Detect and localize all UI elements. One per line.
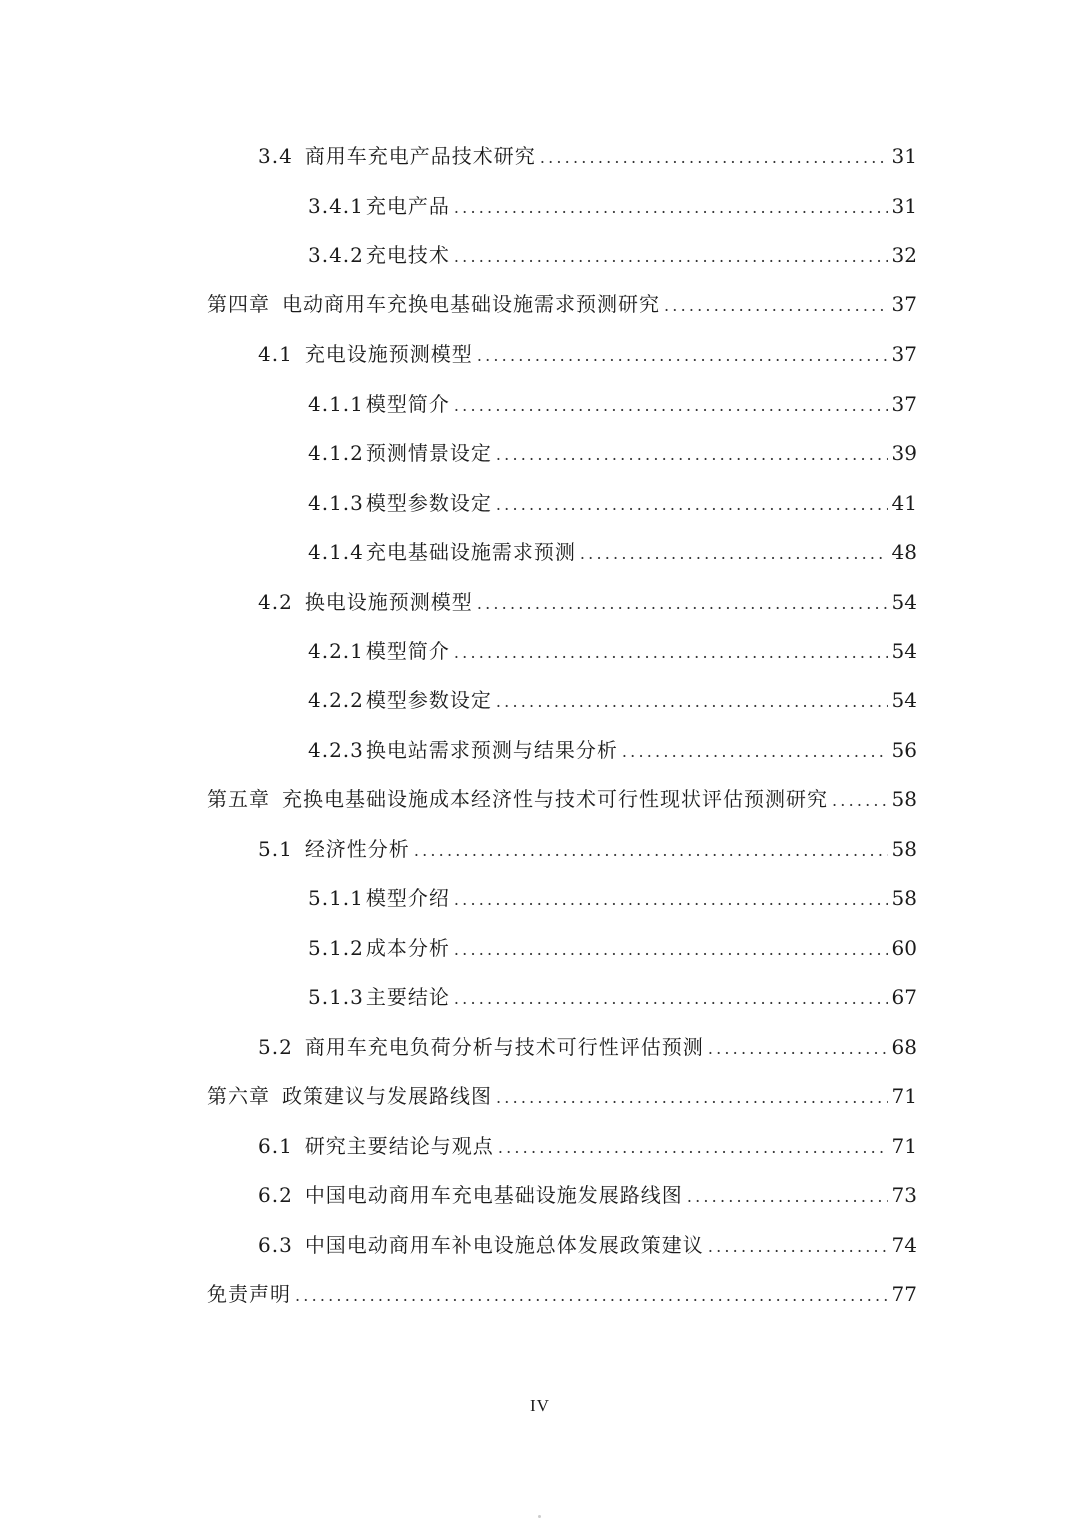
toc-entry-page: 56: [891, 738, 917, 762]
toc-entry-number: 5.1.3: [308, 985, 364, 1009]
toc-entry-number: 3.4.1: [308, 194, 364, 218]
toc-entry-page: 67: [891, 985, 917, 1009]
toc-entry-6-3[interactable]: [258, 1230, 917, 1260]
dot-leader: [708, 1034, 888, 1064]
toc-entry-number: 6.1: [258, 1134, 293, 1158]
toc-entry-number: 3.4.2: [308, 243, 364, 267]
toc-entry-number: 5.1.1: [308, 886, 364, 910]
dot-leader: [454, 935, 888, 965]
dot-leader: [454, 242, 888, 272]
toc-entry-page: 58: [891, 886, 917, 910]
toc-entry-4-1[interactable]: [258, 339, 917, 369]
toc-entry-4-2-1[interactable]: [308, 636, 917, 666]
dot-leader: [454, 391, 888, 421]
toc-entry-number: 4.2.2: [308, 688, 364, 712]
toc-entry-page: 77: [891, 1282, 917, 1306]
toc-entry-number: 第四章: [207, 292, 270, 316]
dot-leader: [498, 1133, 888, 1163]
toc-entry-page: 32: [891, 243, 917, 267]
toc-entry-number: 4.2.3: [308, 738, 364, 762]
toc-entry-title: 模型简介: [365, 392, 450, 416]
toc-entry-5-1-1[interactable]: [308, 883, 917, 913]
dot-leader: [664, 291, 888, 321]
toc-entry-disclaimer[interactable]: [207, 1279, 917, 1309]
toc-entry-title: 商用车充电产品技术研究: [304, 144, 536, 168]
toc-entry-page: 31: [891, 194, 917, 218]
toc-entry-3-4-2[interactable]: [308, 240, 917, 270]
toc-entry-number: 5.2: [258, 1035, 293, 1059]
toc-entry-5-1-3[interactable]: [308, 982, 917, 1012]
toc-entry-title: 中国电动商用车补电设施总体发展政策建议: [304, 1233, 704, 1257]
toc-entry-number: 5.1: [258, 837, 293, 861]
toc-entry-page: 71: [891, 1134, 917, 1158]
toc-entry-number: 5.1.2: [308, 936, 364, 960]
toc-entry-number: 4.1.4: [308, 540, 364, 564]
dot-leader: [496, 440, 888, 470]
toc-entry-title: 模型简介: [365, 639, 450, 663]
toc-entry-chapter-5[interactable]: [207, 784, 917, 814]
toc-entry-5-1[interactable]: [258, 834, 917, 864]
toc-entry-number: 4.2: [258, 590, 293, 614]
toc-entry-page: 73: [891, 1183, 917, 1207]
toc-entry-title: 充换电基础设施成本经济性与技术可行性现状评估预测研究: [282, 787, 828, 811]
dot-leader: [496, 490, 888, 520]
toc-entry-4-1-4[interactable]: [308, 537, 917, 567]
dot-leader: [454, 193, 888, 223]
toc-entry-title: 免责声明: [207, 1282, 291, 1306]
toc-entry-number: 4.1.3: [308, 491, 364, 515]
toc-entry-title: 研究主要结论与观点: [304, 1134, 494, 1158]
toc-entry-title: 模型参数设定: [365, 688, 492, 712]
dot-leader: [580, 539, 888, 569]
toc-entry-page: 37: [891, 292, 917, 316]
toc-entry-number: 第五章: [207, 787, 270, 811]
toc-entry-page: 37: [891, 342, 917, 366]
dot-leader: [454, 638, 888, 668]
toc-entry-4-2-3[interactable]: [308, 735, 917, 765]
toc-entry-3-4-1[interactable]: [308, 191, 917, 221]
page-number: IV: [530, 1396, 550, 1415]
dot-leader: [477, 589, 888, 619]
toc-entry-page: 54: [891, 639, 917, 663]
toc-entry-5-2[interactable]: [258, 1032, 917, 1062]
dot-leader: [708, 1232, 888, 1262]
toc-entry-page: 68: [891, 1035, 917, 1059]
toc-entry-title: 充电设施预测模型: [304, 342, 473, 366]
toc-entry-chapter-6[interactable]: [207, 1081, 917, 1111]
toc-entry-title: 预测情景设定: [365, 441, 492, 465]
dot-leader: [477, 341, 888, 371]
toc-entry-number: 6.3: [258, 1233, 293, 1257]
toc-entry-chapter-4[interactable]: [207, 289, 917, 319]
toc-entry-page: 74: [891, 1233, 917, 1257]
dot-leader: [496, 687, 888, 717]
toc-entry-title: 成本分析: [365, 936, 450, 960]
toc-entry-4-1-3[interactable]: [308, 488, 917, 518]
toc-entry-title: 政策建议与发展路线图: [282, 1084, 492, 1108]
toc-entry-page: 41: [891, 491, 917, 515]
dot-leader: [832, 786, 888, 816]
toc-entry-page: 60: [891, 936, 917, 960]
toc-entry-page: 48: [891, 540, 917, 564]
toc-entry-title: 主要结论: [365, 985, 450, 1009]
toc-entry-3-4[interactable]: [258, 141, 917, 171]
toc-entry-page: 54: [891, 688, 917, 712]
toc-entry-title: 商用车充电负荷分析与技术可行性评估预测: [304, 1035, 704, 1059]
toc-entry-title: 换电站需求预测与结果分析: [365, 738, 618, 762]
toc-entry-4-2-2[interactable]: [308, 685, 917, 715]
toc-entry-4-2[interactable]: [258, 587, 917, 617]
toc-entry-page: 31: [891, 144, 917, 168]
toc-entry-4-1-2[interactable]: [308, 438, 917, 468]
toc-entry-title: 经济性分析: [304, 837, 410, 861]
dot-leader: [687, 1182, 888, 1212]
toc-entry-6-2[interactable]: [258, 1180, 917, 1210]
toc-entry-number: 4.2.1: [308, 639, 364, 663]
toc-entry-page: 58: [891, 837, 917, 861]
toc-entry-title: 中国电动商用车充电基础设施发展路线图: [304, 1183, 683, 1207]
toc-entry-page: 39: [891, 441, 917, 465]
toc-entry-4-1-1[interactable]: [308, 389, 917, 419]
toc-entry-5-1-2[interactable]: [308, 933, 917, 963]
toc-entry-number: 3.4: [258, 144, 293, 168]
dot-leader: [540, 143, 888, 173]
toc-entry-6-1[interactable]: [258, 1131, 917, 1161]
toc-entry-title: 充电基础设施需求预测: [365, 540, 576, 564]
toc-entry-title: 充电产品: [365, 194, 450, 218]
toc-entry-title: 模型介绍: [365, 886, 450, 910]
dot-leader: [454, 885, 888, 915]
toc-entry-page: 58: [891, 787, 917, 811]
toc-entry-page: 54: [891, 590, 917, 614]
toc-entry-number: 4.1: [258, 342, 293, 366]
dot-leader: [454, 984, 888, 1014]
toc-entry-number: 4.1.1: [308, 392, 364, 416]
toc-entry-number: 4.1.2: [308, 441, 364, 465]
toc-entry-title: 充电技术: [365, 243, 450, 267]
dot-leader: [414, 836, 888, 866]
toc-entry-title: 电动商用车充换电基础设施需求预测研究: [282, 292, 660, 316]
scan-mark: [538, 1515, 541, 1518]
dot-leader: [496, 1083, 888, 1113]
toc-entry-page: 37: [891, 392, 917, 416]
toc-entry-title: 模型参数设定: [365, 491, 492, 515]
toc-entry-number: 第六章: [207, 1084, 270, 1108]
toc-entry-title: 换电设施预测模型: [304, 590, 473, 614]
toc-entry-number: 6.2: [258, 1183, 293, 1207]
toc-entry-page: 71: [891, 1084, 917, 1108]
dot-leader: [622, 737, 888, 767]
dot-leader: [295, 1281, 888, 1311]
